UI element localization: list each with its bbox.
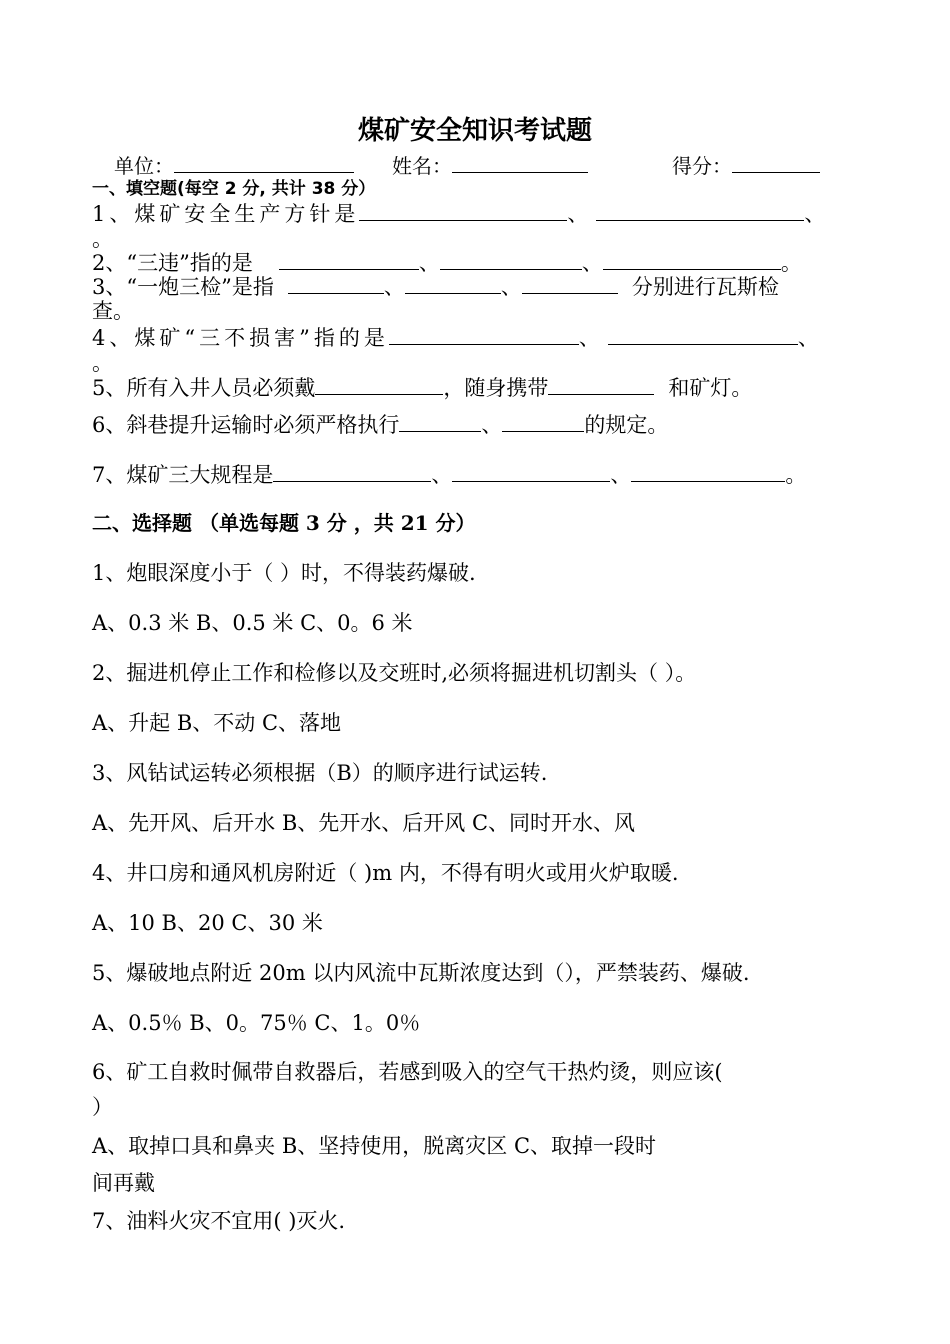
fill-blank[interactable]	[359, 200, 567, 221]
fill-blank[interactable]	[603, 249, 781, 270]
score-field	[672, 150, 820, 179]
choice-q3: 3、风钻试运转必须根据（B）的顺序进行试运转.	[92, 761, 548, 785]
fill-blank[interactable]	[596, 200, 804, 221]
fill-blank[interactable]	[389, 324, 579, 345]
unit-blank[interactable]	[174, 152, 354, 173]
fill-q4-end: 。	[92, 351, 113, 375]
page-title: 煤矿安全知识考试题	[357, 116, 592, 146]
fill-blank[interactable]	[405, 273, 501, 294]
choice-q2-options[interactable]: A、升起 B、不动 C、落地	[92, 711, 342, 735]
choice-q5: 5、爆破地点附近 20m 以内风流中瓦斯浓度达到（），严禁装药、爆破.	[92, 961, 750, 985]
name-field	[392, 150, 588, 179]
fill-blank[interactable]	[631, 461, 785, 482]
choice-q6: 6、矿工自救时佩带自救器后，若感到吸入的空气干热灼烫，则应该(	[92, 1060, 723, 1084]
fill-blank[interactable]	[273, 461, 431, 482]
choice-q7: 7、油料火灾不宜用( )灭火.	[92, 1209, 346, 1233]
score-blank[interactable]	[732, 152, 820, 173]
choice-q1-options[interactable]: A、0.3 米 B、0.5 米 C、0。6 米	[92, 611, 413, 635]
fill-blank[interactable]	[548, 374, 654, 395]
fill-blank[interactable]	[288, 273, 384, 294]
fill-blank[interactable]	[522, 273, 618, 294]
fill-q3-cont: 查。	[92, 299, 134, 323]
section2-heading: 二、选择题 （单选每题 3 分 ，共 21 分）	[92, 511, 476, 535]
unit-field	[114, 150, 354, 179]
fill-blank[interactable]	[315, 374, 443, 395]
fill-q7: 7、煤矿三大规程是 、 、 。	[92, 463, 807, 487]
section1-heading: 一、填空题(每空 2 分, 共计 38 分）	[92, 179, 376, 199]
name-label: 姓名：	[392, 154, 452, 178]
choice-q6-cont: ）	[92, 1095, 113, 1119]
fill-q3: 3、“一炮三检”是指 、 、 分别进行瓦斯检	[92, 275, 779, 299]
fill-blank[interactable]	[399, 411, 481, 432]
fill-blank[interactable]	[440, 249, 582, 270]
fill-q4: 4、煤矿“三不损害”指的是 、 、	[92, 326, 819, 350]
choice-q6-options-cont[interactable]: 间再戴	[92, 1171, 155, 1195]
choice-q5-options[interactable]: A、0.5％ B、0。75％ C、1。0％	[92, 1011, 421, 1035]
fill-blank[interactable]	[502, 411, 584, 432]
fill-q2: 2、“三违”指的是 、 、 。	[92, 251, 802, 275]
choice-q6-options[interactable]: A、取掉口具和鼻夹 B、坚持使用，脱离灾区 C、取掉一段时	[92, 1134, 657, 1158]
unit-label: 单位：	[114, 154, 174, 178]
choice-q1: 1、炮眼深度小于（ ）时，不得装药爆破.	[92, 561, 476, 585]
choice-q3-options[interactable]: A、先开风、后开水 B、先开水、后开风 C、同时开水、风	[92, 811, 636, 835]
fill-q6: 6、斜巷提升运输时必须严格执行 、 的规定。	[92, 413, 669, 437]
fill-blank[interactable]	[452, 461, 610, 482]
choice-q4-options[interactable]: A、10 B、20 C、30 米	[92, 911, 323, 935]
name-blank[interactable]	[452, 152, 588, 173]
choice-q4: 4、井口房和通风机房附近（ )m 内，不得有明火或用火炉取暖.	[92, 861, 679, 885]
fill-q1: 1、煤矿安全生产方针是 、 、	[92, 202, 826, 226]
score-label: 得分：	[672, 154, 732, 178]
fill-blank[interactable]	[279, 249, 419, 270]
fill-q5: 5、所有入井人员必须戴 ，随身携带 和矿灯。	[92, 376, 753, 400]
fill-blank[interactable]	[608, 324, 798, 345]
choice-q2: 2、掘进机停止工作和检修以及交班时,必须将掘进机切割头（ ）。	[92, 661, 697, 685]
fill-q1-end: 。	[92, 227, 113, 251]
